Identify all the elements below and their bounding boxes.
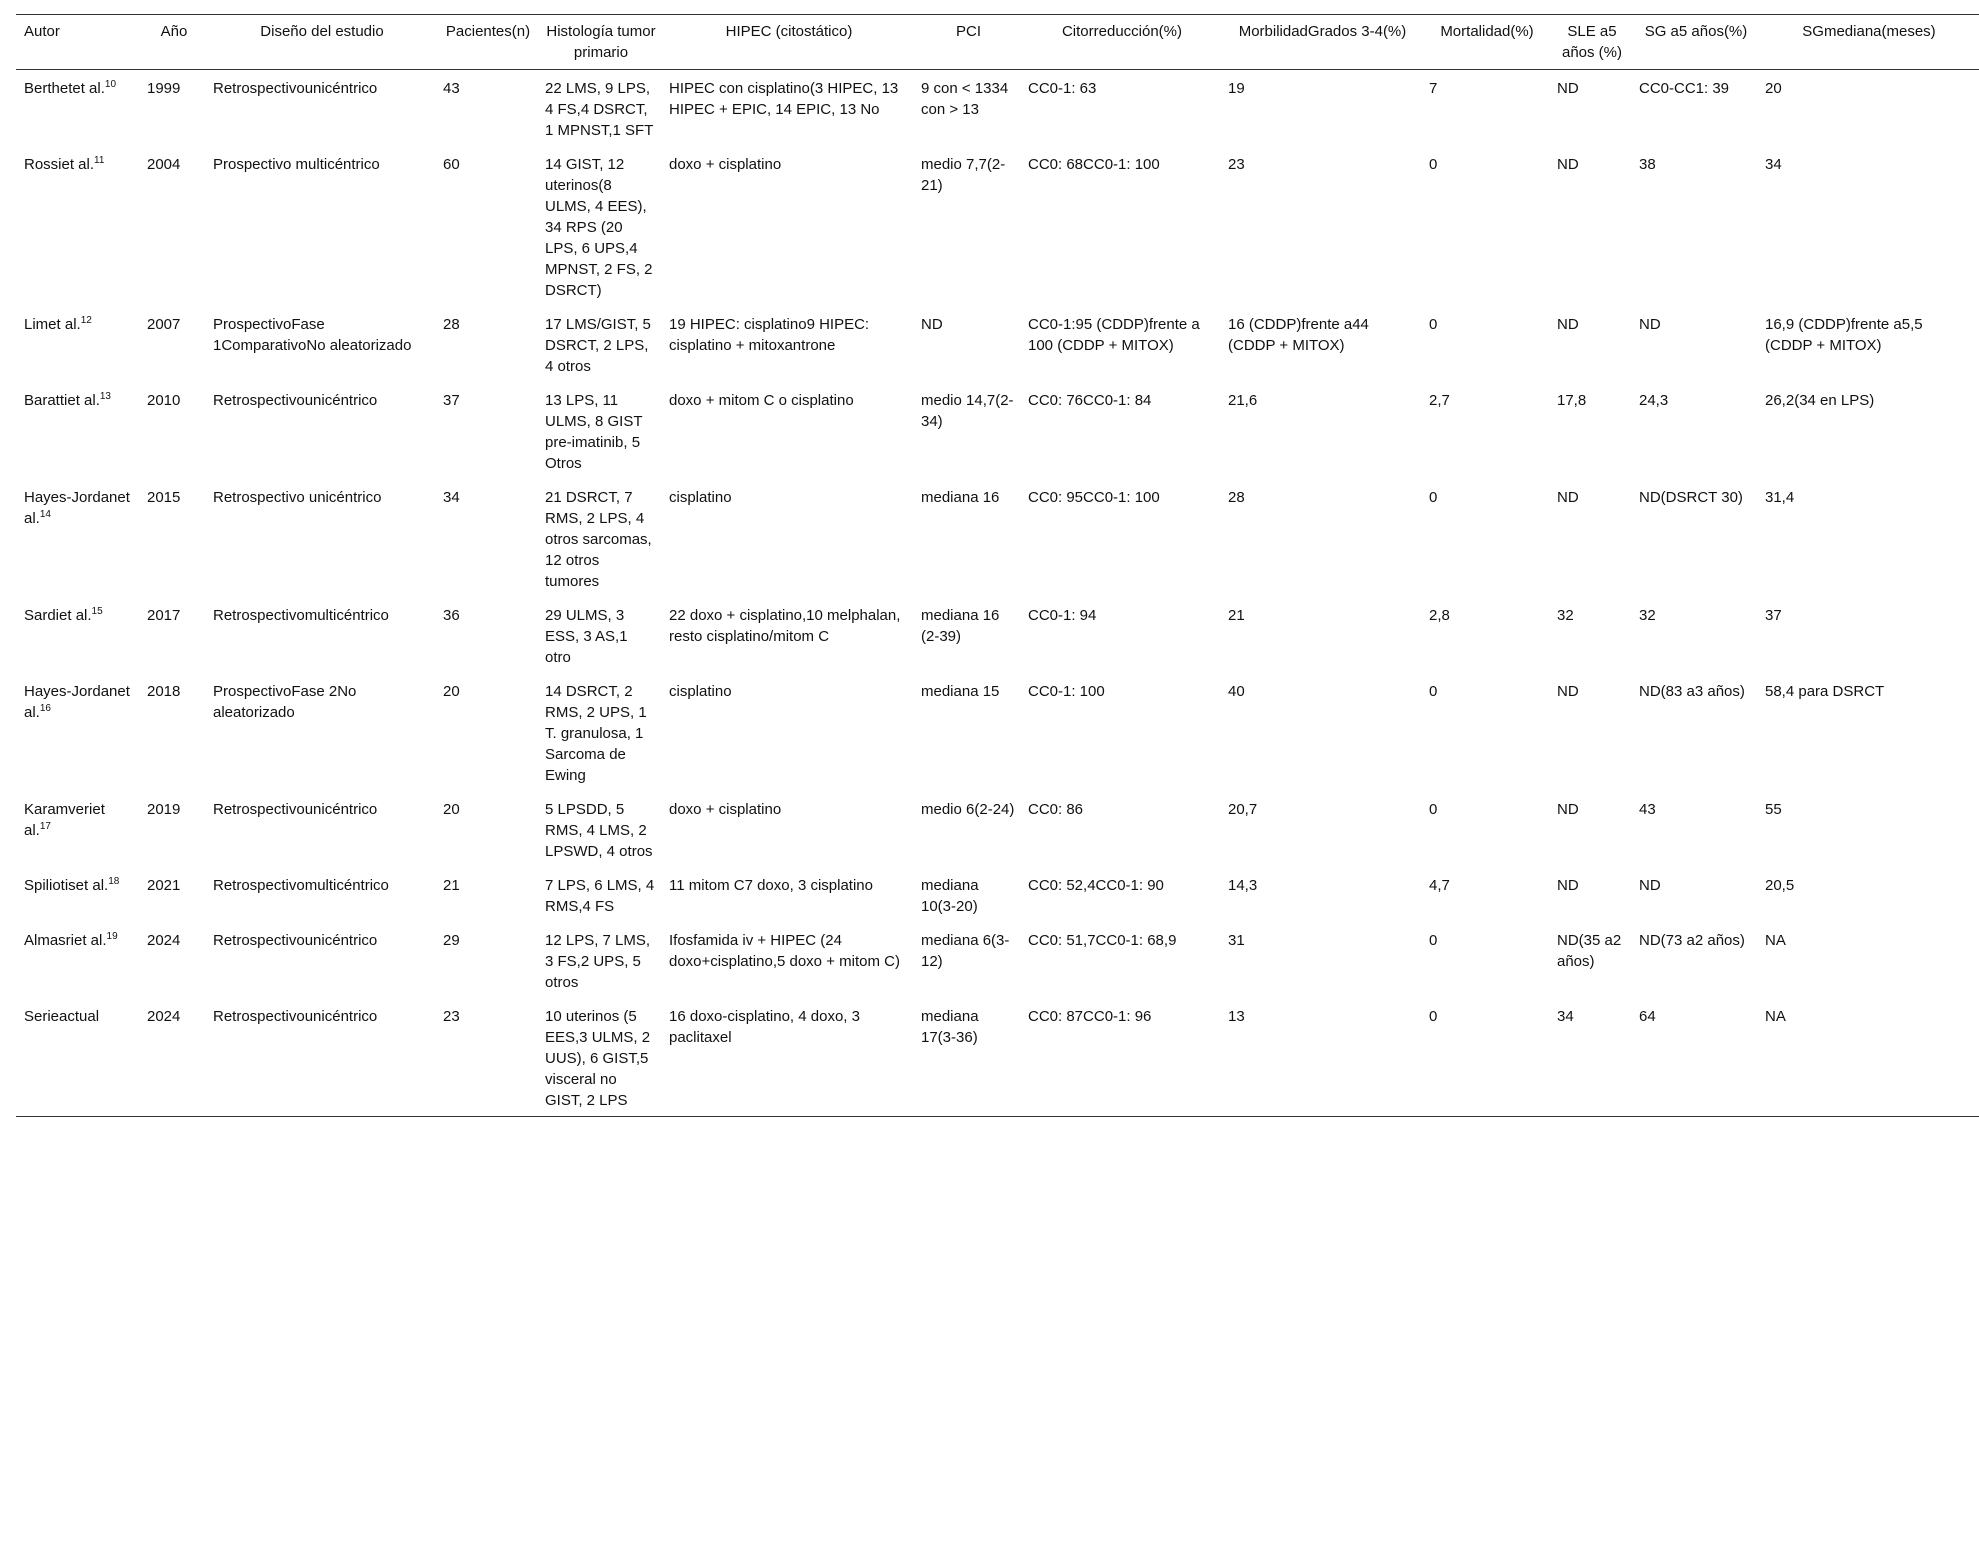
cell-pci: mediana 16	[921, 489, 1000, 506]
col-header-citorreduccion: Citorreducción(%)	[1061, 23, 1183, 40]
cell-citorreduccion: CC0-1: 100	[1028, 683, 1105, 700]
table-row	[16, 998, 1979, 1117]
author-name: Hayes-Jordanet al.	[24, 489, 130, 527]
cell-sg: ND	[1639, 877, 1661, 894]
cell-autor	[16, 867, 141, 922]
cell-histologia: 22 LMS, 9 LPS, 4 FS,4 DSRCT, 1 MPNST,1 SFT	[545, 80, 654, 139]
cell-pci: mediana 6(3-12)	[921, 932, 1010, 970]
col-header-mortalidad: Mortalidad(%)	[1440, 23, 1534, 40]
cell-autor	[16, 597, 141, 673]
cell-citorreduccion: CC0: 76CC0-1: 84	[1028, 392, 1152, 409]
cell-diseno: ProspectivoFase 1ComparativoNo aleatorizado	[213, 316, 412, 354]
cell-sle: 32	[1557, 607, 1574, 624]
cell-histologia: 12 LPS, 7 LMS, 3 FS,2 UPS, 5 otros	[545, 932, 651, 991]
table-row	[16, 146, 1979, 306]
cell-histologia: 17 LMS/GIST, 5 DSRCT, 2 LPS, 4 otros	[545, 316, 651, 375]
cell-mortalidad: 7	[1429, 80, 1438, 97]
table-body	[16, 70, 1979, 1117]
cell-ano: 2007	[147, 316, 181, 333]
table-row	[16, 673, 1979, 791]
cell-autor	[16, 673, 141, 791]
cell-morbilidad: 16 (CDDP)frente a44 (CDDP + MITOX)	[1228, 316, 1369, 354]
cell-pci: mediana 15	[921, 683, 1000, 700]
cell-diseno: Retrospectivo unicéntrico	[213, 489, 382, 506]
cell-diseno: Retrospectivounicéntrico	[213, 80, 378, 97]
reference-number: 13	[99, 391, 111, 402]
cell-morbilidad: 40	[1228, 683, 1245, 700]
studies-table	[16, 14, 1979, 1117]
col-header-sle: SLE a5 años (%)	[1561, 23, 1623, 61]
table-row	[16, 597, 1979, 673]
cell-citorreduccion: CC0: 68CC0-1: 100	[1028, 156, 1160, 173]
cell-ano: 2004	[147, 156, 181, 173]
cell-sle: ND	[1557, 683, 1579, 700]
table-row	[16, 867, 1979, 922]
reference-number: 12	[80, 315, 92, 326]
col-header-morbilidad: MorbilidadGrados 3-4(%)	[1238, 23, 1407, 40]
cell-ano: 2017	[147, 607, 181, 624]
cell-diseno: Retrospectivounicéntrico	[213, 932, 378, 949]
cell-mortalidad: 0	[1429, 316, 1438, 333]
cell-pacientes: 20	[443, 683, 460, 700]
cell-sg-mediana: 37	[1765, 607, 1782, 624]
reference-number: 16	[39, 703, 51, 714]
table-row	[16, 479, 1979, 597]
cell-sg-mediana: 55	[1765, 801, 1782, 818]
cell-sg: 43	[1639, 801, 1656, 818]
reference-number: 17	[39, 821, 51, 832]
col-header-pacientes: Pacientes(n)	[445, 23, 531, 40]
cell-ano: 2024	[147, 932, 181, 949]
cell-sg-mediana: 26,2(34 en LPS)	[1765, 392, 1875, 409]
cell-pci: mediana 10(3-20)	[921, 877, 979, 915]
table-row	[16, 922, 1979, 998]
cell-sg: 24,3	[1639, 392, 1669, 409]
cell-autor	[16, 382, 141, 479]
author-name: Karamveriet al.	[24, 801, 105, 839]
header-row	[16, 15, 1979, 70]
cell-sle: ND	[1557, 316, 1579, 333]
cell-mortalidad: 4,7	[1429, 877, 1450, 894]
cell-morbilidad: 21,6	[1228, 392, 1258, 409]
table-row	[16, 791, 1979, 867]
author-name: Sardiet al.	[24, 607, 92, 624]
cell-sg-mediana: 58,4 para DSRCT	[1765, 683, 1885, 700]
cell-citorreduccion: CC0-1: 63	[1028, 80, 1097, 97]
cell-hipec: 11 mitom C7 doxo, 3 cisplatino	[669, 877, 873, 894]
cell-sg-mediana: 16,9 (CDDP)frente a5,5 (CDDP + MITOX)	[1765, 316, 1923, 354]
cell-histologia: 21 DSRCT, 7 RMS, 2 LPS, 4 otros sarcomas, 12 otros tumores	[545, 489, 652, 590]
cell-pci: mediana 17(3-36)	[921, 1008, 979, 1046]
col-header-sg: SG a5 años(%)	[1644, 23, 1748, 40]
cell-diseno: Retrospectivomulticéntrico	[213, 877, 389, 894]
cell-mortalidad: 0	[1429, 932, 1438, 949]
table-row	[16, 306, 1979, 382]
cell-citorreduccion: CC0: 52,4CC0-1: 90	[1028, 877, 1164, 894]
cell-sg: 64	[1639, 1008, 1656, 1025]
reference-number: 11	[94, 155, 105, 166]
cell-autor	[16, 922, 141, 998]
cell-mortalidad: 0	[1429, 1008, 1438, 1025]
author-name: Rossiet al.	[24, 156, 95, 173]
cell-pci: medio 7,7(2-21)	[921, 156, 1006, 194]
cell-ano: 2019	[147, 801, 181, 818]
cell-sle: ND	[1557, 877, 1579, 894]
col-header-hipec: HIPEC (citostático)	[725, 23, 853, 40]
cell-pci: mediana 16 (2-39)	[921, 607, 1000, 645]
cell-morbilidad: 21	[1228, 607, 1245, 624]
reference-number: 18	[108, 876, 120, 887]
cell-citorreduccion: CC0: 95CC0-1: 100	[1028, 489, 1160, 506]
cell-histologia: 5 LPSDD, 5 RMS, 4 LMS, 2 LPSWD, 4 otros	[545, 801, 653, 860]
cell-mortalidad: 0	[1429, 156, 1438, 173]
col-header-pci: PCI	[955, 23, 981, 40]
cell-pacientes: 20	[443, 801, 460, 818]
cell-sg: ND(83 a3 años)	[1639, 683, 1745, 700]
cell-diseno: ProspectivoFase 2No aleatorizado	[213, 683, 357, 721]
cell-pacientes: 21	[443, 877, 460, 894]
cell-autor	[16, 998, 141, 1117]
cell-hipec: Ifosfamida iv + HIPEC (24 doxo+cisplatino,5 doxo + mitom C)	[669, 932, 900, 970]
cell-pci: medio 6(2-24)	[921, 801, 1015, 818]
cell-histologia: 10 uterinos (5 EES,3 ULMS, 2 UUS), 6 GIST,5 visceral no GIST, 2 LPS	[545, 1008, 651, 1109]
col-header-diseno: Diseño del estudio	[260, 23, 384, 40]
cell-sg-mediana: 20	[1765, 80, 1782, 97]
cell-mortalidad: 0	[1429, 683, 1438, 700]
cell-citorreduccion: CC0: 86	[1028, 801, 1084, 818]
cell-sle: 17,8	[1557, 392, 1587, 409]
table-row	[16, 382, 1979, 479]
cell-hipec: cisplatino	[669, 489, 732, 506]
cell-autor	[16, 479, 141, 597]
col-header-autor: Autor	[24, 23, 60, 40]
cell-hipec: 16 doxo-cisplatino, 4 doxo, 3 paclitaxel	[669, 1008, 860, 1046]
col-header-histologia: Histología tumor primario	[546, 23, 656, 61]
reference-number: 15	[91, 606, 103, 617]
author-name: Barattiet al.	[24, 392, 100, 409]
cell-sg-mediana: 34	[1765, 156, 1782, 173]
cell-sg: ND(73 a2 años)	[1639, 932, 1745, 949]
cell-autor	[16, 791, 141, 867]
cell-pacientes: 36	[443, 607, 460, 624]
reference-number: 14	[39, 509, 51, 520]
cell-morbilidad: 28	[1228, 489, 1245, 506]
cell-morbilidad: 20,7	[1228, 801, 1258, 818]
cell-diseno: Retrospectivounicéntrico	[213, 1008, 378, 1025]
cell-pci: ND	[921, 316, 943, 333]
cell-morbilidad: 14,3	[1228, 877, 1258, 894]
cell-histologia: 14 DSRCT, 2 RMS, 2 UPS, 1 T. granulosa, 1 Sarcoma de Ewing	[545, 683, 647, 784]
reference-number: 19	[106, 931, 118, 942]
cell-pacientes: 34	[443, 489, 460, 506]
author-name: Serieactual	[24, 1008, 100, 1025]
cell-histologia: 13 LPS, 11 ULMS, 8 GIST pre-imatinib, 5 Otros	[545, 392, 643, 472]
cell-histologia: 29 ULMS, 3 ESS, 3 AS,1 otro	[545, 607, 628, 666]
reference-number: 10	[104, 79, 117, 90]
cell-sg-mediana: 20,5	[1765, 877, 1795, 894]
cell-morbilidad: 23	[1228, 156, 1245, 173]
cell-ano: 2015	[147, 489, 181, 506]
cell-diseno: Retrospectivounicéntrico	[213, 392, 378, 409]
author-name: Limet al.	[24, 316, 81, 333]
cell-sg: ND	[1639, 316, 1661, 333]
author-name: Hayes-Jordanet al.	[24, 683, 130, 721]
cell-sg: 38	[1639, 156, 1656, 173]
cell-sg: CC0-CC1: 39	[1639, 80, 1730, 97]
cell-sg: ND(DSRCT 30)	[1639, 489, 1743, 506]
cell-pacientes: 37	[443, 392, 460, 409]
cell-sle: ND	[1557, 156, 1579, 173]
cell-sle: ND	[1557, 801, 1579, 818]
cell-hipec: 22 doxo + cisplatino,10 melphalan, resto cisplatino/mitom C	[669, 607, 901, 645]
cell-pacientes: 28	[443, 316, 460, 333]
author-name: Almasriet al.	[24, 932, 107, 949]
cell-histologia: 14 GIST, 12 uterinos(8 ULMS, 4 EES), 34 RPS (20 LPS, 6 UPS,4 MPNST, 2 FS, 2 DSRCT)	[545, 156, 653, 299]
cell-citorreduccion: CC0-1: 94	[1028, 607, 1097, 624]
cell-hipec: doxo + cisplatino	[669, 156, 782, 173]
cell-ano: 2021	[147, 877, 181, 894]
cell-citorreduccion: CC0: 51,7CC0-1: 68,9	[1028, 932, 1177, 949]
cell-ano: 1999	[147, 80, 181, 97]
cell-pci: medio 14,7(2-34)	[921, 392, 1014, 430]
author-name: Berthetet al.	[24, 80, 105, 97]
cell-histologia: 7 LPS, 6 LMS, 4 RMS,4 FS	[545, 877, 655, 915]
cell-autor	[16, 70, 141, 147]
cell-sg-mediana: 31,4	[1765, 489, 1795, 506]
cell-citorreduccion: CC0: 87CC0-1: 96	[1028, 1008, 1152, 1025]
cell-pci: 9 con < 1334 con > 13	[921, 80, 1009, 118]
table-row	[16, 70, 1979, 147]
author-name: Spiliotiset al.	[24, 877, 109, 894]
cell-hipec: HIPEC con cisplatino(3 HIPEC, 13 HIPEC + EPIC, 14 EPIC, 13 No	[669, 80, 899, 118]
cell-sle: 34	[1557, 1008, 1574, 1025]
cell-hipec: 19 HIPEC: cisplatino9 HIPEC: cisplatino + mitoxantrone	[669, 316, 870, 354]
cell-autor	[16, 146, 141, 306]
cell-ano: 2018	[147, 683, 181, 700]
cell-pacientes: 23	[443, 1008, 460, 1025]
cell-sg: 32	[1639, 607, 1656, 624]
cell-sg-mediana: NA	[1765, 932, 1786, 949]
cell-sg-mediana: NA	[1765, 1008, 1786, 1025]
cell-hipec: doxo + mitom C o cisplatino	[669, 392, 854, 409]
cell-diseno: Retrospectivomulticéntrico	[213, 607, 389, 624]
cell-morbilidad: 19	[1228, 80, 1245, 97]
cell-autor	[16, 306, 141, 382]
col-header-ano: Año	[160, 23, 188, 40]
cell-sle: ND	[1557, 80, 1579, 97]
cell-mortalidad: 2,7	[1429, 392, 1450, 409]
cell-morbilidad: 13	[1228, 1008, 1245, 1025]
cell-citorreduccion: CC0-1:95 (CDDP)frente a 100 (CDDP + MITOX)	[1028, 316, 1200, 354]
cell-morbilidad: 31	[1228, 932, 1245, 949]
cell-diseno: Prospectivo multicéntrico	[213, 156, 380, 173]
cell-ano: 2010	[147, 392, 181, 409]
col-header-sg-mediana: SGmediana(meses)	[1802, 23, 1936, 40]
cell-hipec: cisplatino	[669, 683, 732, 700]
cell-sle: ND	[1557, 489, 1579, 506]
cell-ano: 2024	[147, 1008, 181, 1025]
cell-diseno: Retrospectivounicéntrico	[213, 801, 378, 818]
cell-mortalidad: 2,8	[1429, 607, 1450, 624]
cell-mortalidad: 0	[1429, 489, 1438, 506]
cell-pacientes: 60	[443, 156, 460, 173]
cell-sle: ND(35 a2 años)	[1557, 932, 1622, 970]
cell-pacientes: 29	[443, 932, 460, 949]
cell-mortalidad: 0	[1429, 801, 1438, 818]
cell-pacientes: 43	[443, 80, 460, 97]
cell-hipec: doxo + cisplatino	[669, 801, 782, 818]
